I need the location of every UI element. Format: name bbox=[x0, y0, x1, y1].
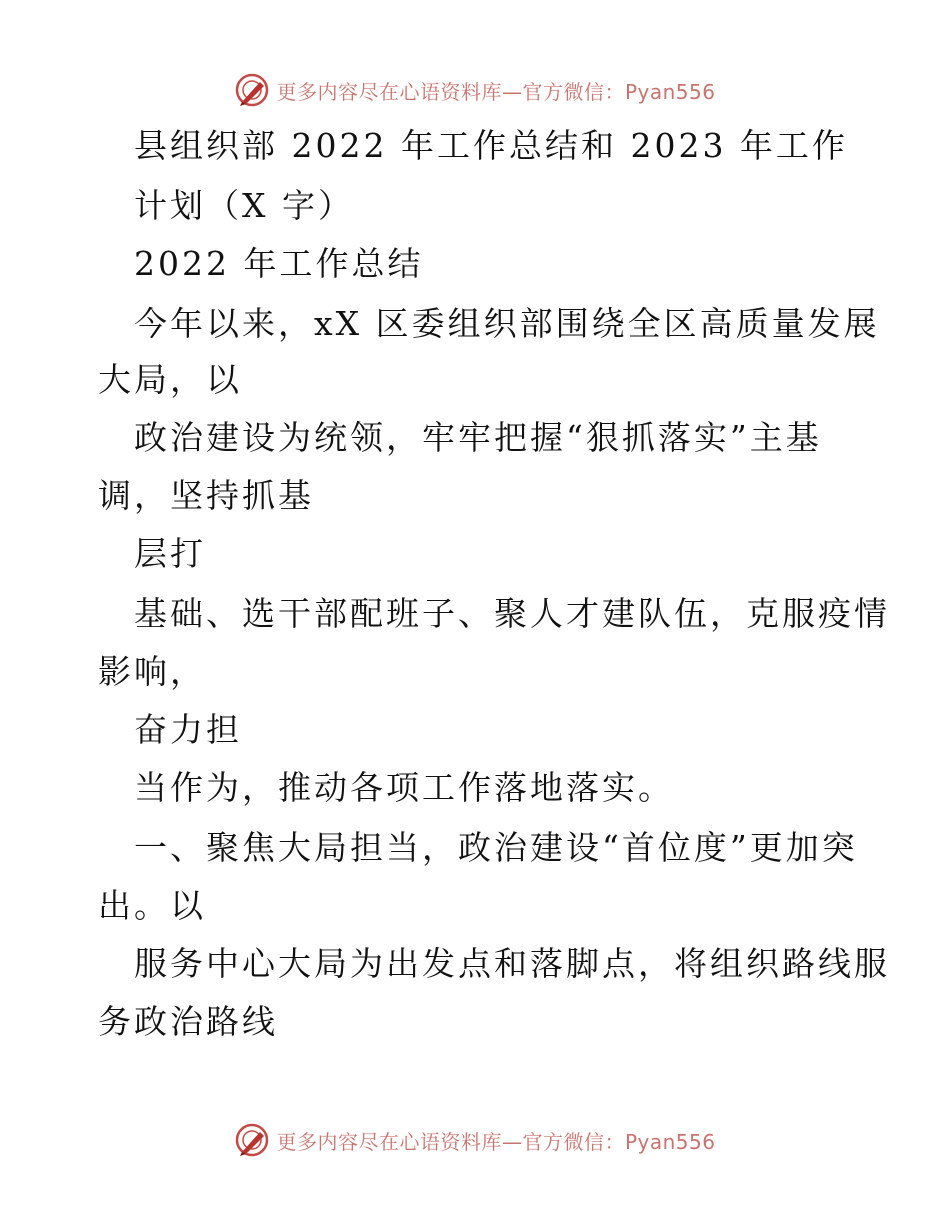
paragraph-line: 务政治路线 bbox=[98, 1002, 278, 1041]
banner-title: 更多内容尽在心语资料库 bbox=[276, 79, 502, 104]
paragraph-line: 奋力担 bbox=[134, 710, 242, 749]
paragraph-line: 政治建设为统领，牢牢把握“狠抓落实”主基 bbox=[134, 418, 822, 457]
paragraph-line: 服务中心大局为出发点和落脚点，将组织路线服 bbox=[134, 944, 890, 983]
pen-logo-icon bbox=[234, 1122, 270, 1158]
paragraph-line: 层打 bbox=[134, 534, 206, 573]
footer-banner bbox=[0, 1120, 950, 1160]
paragraph-line: 大局，以 bbox=[98, 360, 242, 399]
paragraph-line: 当作为，推动各项工作落地落实。 bbox=[134, 768, 674, 807]
doc-title-line-2: 计划（X 字） bbox=[134, 186, 354, 225]
paragraph-line: 今年以来，xX 区委组织部围绕全区高质量发展 bbox=[134, 304, 880, 343]
pen-logo-icon bbox=[234, 72, 270, 108]
banner-contact: 官方微信：Pyan556 bbox=[522, 1129, 716, 1154]
doc-title-line-1: 县组织部 2022 年工作总结和 2023 年工作 bbox=[134, 126, 848, 165]
banner-separator: — bbox=[501, 1129, 523, 1154]
header-banner bbox=[0, 70, 950, 110]
section-heading: 一、聚焦大局担当，政治建设“首位度”更加突 bbox=[134, 828, 858, 867]
paragraph-line: 基础、选干部配班子、聚人才建队伍，克服疫情 bbox=[134, 594, 890, 633]
banner-contact: 官方微信：Pyan556 bbox=[522, 79, 716, 104]
paragraph-line: 出。以 bbox=[98, 886, 206, 925]
paragraph-line: 影响， bbox=[98, 652, 206, 691]
section-heading: 2022 年工作总结 bbox=[134, 244, 424, 283]
banner-separator: — bbox=[501, 79, 523, 104]
paragraph-line: 调，坚持抓基 bbox=[98, 476, 314, 515]
banner-title: 更多内容尽在心语资料库 bbox=[276, 1129, 502, 1154]
